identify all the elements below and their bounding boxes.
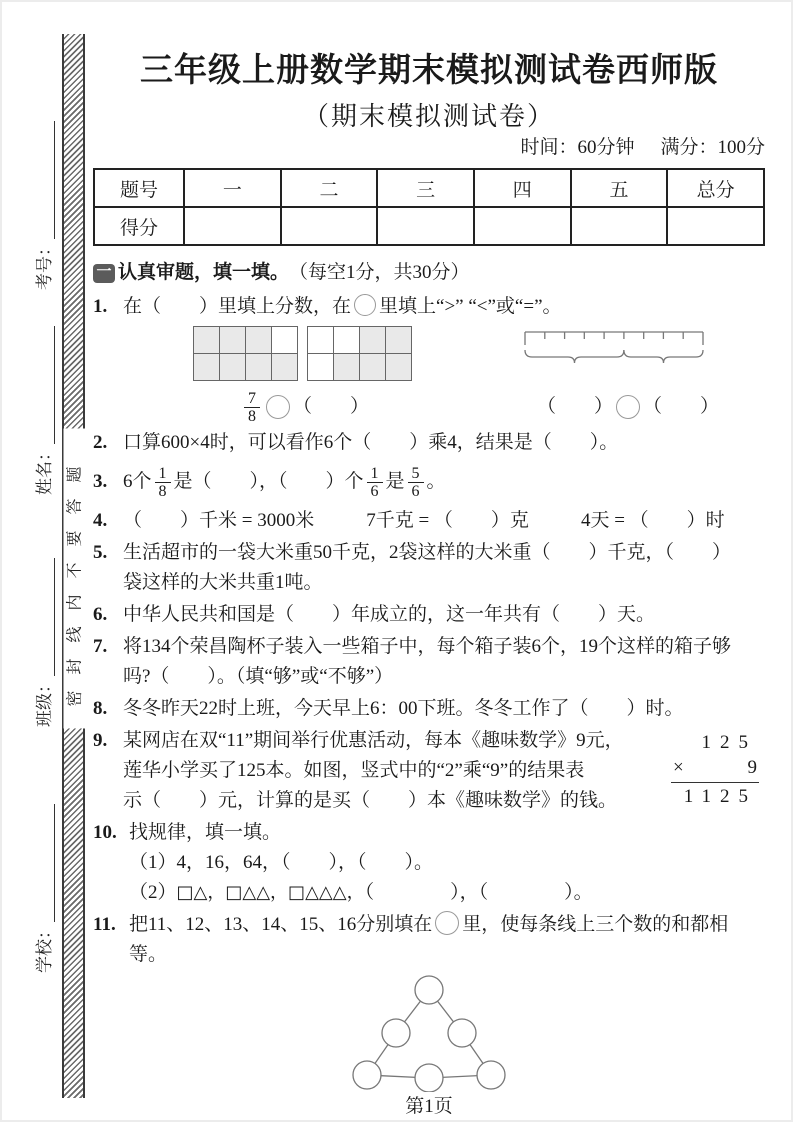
question-2 (93, 428, 765, 458)
grid-cell-shaded (246, 327, 272, 354)
fraction-one-eighth: $\frac{1}{8}$ (155, 465, 171, 500)
answer-blank: （ ） (293, 396, 370, 417)
question-1-answer-row (123, 388, 765, 426)
question-number: 11. (93, 914, 116, 935)
grid-cell-shaded (220, 354, 246, 381)
question-5-line1: 生活超市的一袋大米重50千克，2袋这样的大米重（ ）千克，（ ） (123, 542, 732, 563)
question-11 (93, 910, 765, 970)
page-subtitle: （期末模拟测试卷） (302, 102, 555, 131)
full-score: 满分：100分 (660, 137, 765, 158)
score-blank-cell (184, 207, 281, 245)
question-10 (93, 818, 765, 908)
answer-blank: （ ） (642, 396, 719, 417)
student-name-label: 姓名： (35, 444, 54, 495)
grid-cell-shaded (334, 354, 360, 381)
score-blank-cell (667, 207, 764, 245)
field-class (31, 517, 55, 727)
score-table-cell: 二 (281, 169, 378, 207)
compare-circle-icon (354, 294, 376, 316)
score-table-score-row (94, 207, 764, 245)
question-11-post: 里，使每条线上三个数的和都相等。 (129, 914, 729, 965)
question-6 (93, 600, 765, 630)
question-9-line1: 某网店在双“11”期间举行优惠活动，每本《趣味数学》9元， (123, 730, 624, 751)
sub2-blanks: （ ），（ ）。 (364, 882, 593, 903)
fraction-grid-2 (307, 326, 412, 381)
square-triangle-pattern: □△，□△△，□△△△， (176, 882, 365, 903)
question-number: 10. (93, 822, 117, 843)
seal-line-strip (62, 34, 85, 1098)
question-number: 9. (93, 730, 108, 751)
grid-cell-shaded (360, 327, 386, 354)
grid-cell-empty (308, 327, 334, 354)
student-name-blank-line (38, 326, 55, 444)
question-3-text (123, 460, 765, 504)
score-table-cell: 五 (571, 169, 668, 207)
question-number: 7. (93, 636, 108, 657)
question-number: 6. (93, 604, 108, 625)
question-3-pre: 6个 (123, 471, 152, 492)
grid-cell-shaded (246, 354, 272, 381)
question-3-end: 。 (426, 471, 446, 492)
question-3 (93, 460, 765, 504)
grid-cell-shaded (360, 354, 386, 381)
question-9-line3: 示（ ）元，计算的是买（ ）本《趣味数学》的钱。 (123, 790, 618, 811)
question-3-mid: 是（ ），（ ）个 (173, 471, 364, 492)
class-label: 班级： (35, 676, 54, 727)
score-table-cell: 总分 (667, 169, 764, 207)
section-points-note: （每空1分，共30分） (289, 262, 470, 283)
grid-cell-empty (272, 327, 298, 354)
question-number: 5. (93, 542, 108, 563)
question-number: 2. (93, 432, 108, 453)
question-number: 4. (93, 510, 108, 531)
number-line-svg (521, 326, 707, 372)
vertical-multiplication-figure (671, 730, 759, 811)
score-table-header-row (94, 169, 764, 207)
question-11-text (129, 910, 765, 970)
fraction-one-sixth: $\frac{1}{6}$ (367, 465, 383, 500)
number-line-figure (521, 326, 707, 382)
score-table-cell: 题号 (94, 169, 184, 207)
fraction-grid-1 (193, 326, 298, 381)
unit-conversion-km: （ ）千米 = 3000米 (123, 510, 315, 531)
question-number: 8. (93, 698, 108, 719)
score-table-cell: 得分 (94, 207, 184, 245)
question-8 (93, 694, 765, 724)
question-10-title: 找规律，填一填。 (129, 822, 282, 843)
field-school (31, 763, 55, 973)
fraction-five-sixths: $\frac{5}{6}$ (408, 465, 424, 500)
question-4 (93, 506, 765, 536)
question-7 (93, 632, 765, 692)
grid-cell-shaded (220, 327, 246, 354)
score-table-cell: 一 (184, 169, 281, 207)
class-blank-line (38, 558, 55, 676)
score-blank-cell (571, 207, 668, 245)
question-1-text (123, 292, 765, 322)
question-1 (93, 292, 765, 426)
question-3-mid2: 是 (385, 471, 405, 492)
page-title: 三年级上册数学期末模拟测试卷西师版 (140, 53, 718, 89)
question-4-text (123, 506, 765, 536)
triangle-circles-figure (93, 974, 765, 1094)
question-10-sub1: （1）4，16，64，（ ），（ ）。 (129, 852, 434, 873)
question-1-figures (123, 326, 765, 388)
multiplier: 9 (747, 757, 757, 778)
question-10-sub2 (129, 878, 765, 908)
section-title: 认真审题，填一填。 (118, 262, 290, 283)
exam-number-label: 考号： (35, 239, 54, 290)
question-1-text-pre: 在（ ）里填上分数，在 (123, 296, 352, 317)
fill-circle-icon (435, 911, 459, 935)
product: 1125 (683, 786, 757, 807)
multiplier-row (671, 756, 759, 783)
grid-cell-empty (308, 354, 334, 381)
section-one-header (93, 258, 765, 288)
seal-line-text: 密封线内不要答题 (64, 429, 87, 729)
answer-blank: （ ） (536, 396, 613, 417)
time-limit: 时间：60分钟 (520, 137, 635, 158)
question-number: 1. (93, 296, 108, 317)
compare-circle-icon (616, 395, 640, 419)
field-exam-number (31, 80, 55, 290)
question-5 (93, 538, 765, 598)
unit-conversion-kg: 7千克 = （ ）克 (366, 510, 529, 531)
exam-info-line (93, 136, 765, 160)
sub2-label: （2） (129, 882, 177, 903)
question-5-line2: 袋这样的大米共重1吨。 (123, 572, 323, 593)
score-table (93, 168, 765, 246)
question-2-text: 口算600×4时，可以看作6个（ ）乘4，结果是（ ）。 (123, 432, 619, 453)
score-table-cell: 四 (474, 169, 571, 207)
question-7-line2: 吗?（ ）。（填“够”或“不够”） (123, 666, 394, 687)
grid-cell-shaded (194, 327, 220, 354)
question-9 (93, 726, 765, 816)
grid-cell-empty (334, 327, 360, 354)
section-number-icon: 一 (93, 264, 115, 283)
multiply-sign: × (673, 757, 684, 778)
school-blank-line (38, 804, 55, 922)
score-blank-cell (377, 207, 474, 245)
grid-cell-shaded (386, 354, 412, 381)
main-content (93, 0, 765, 1120)
question-6-text: 中华人民共和国是（ ）年成立的，这一年共有（ ）天。 (123, 604, 656, 625)
score-blank-cell (474, 207, 571, 245)
compare-circle-icon (266, 395, 290, 419)
multiplicand: 125 (701, 732, 757, 753)
question-1-text-post: 里填上“>” “<”或“=”。 (379, 296, 562, 317)
question-11-pre: 把11、12、13、14、15、16分别填在 (129, 914, 433, 935)
exam-number-blank-line (38, 121, 55, 239)
unit-conversion-day: 4天 = （ ）时 (580, 510, 725, 531)
school-label: 学校： (35, 922, 54, 973)
fraction-seven-eighths: $\frac{7}{8}$ (244, 390, 260, 425)
field-student-name (31, 285, 55, 495)
score-table-cell: 三 (377, 169, 474, 207)
question-8-text: 冬冬昨天22时上班，今天早上6：00下班。冬冬工作了（ ）时。 (123, 698, 684, 719)
grid-cell-shaded (194, 354, 220, 381)
question-number: 3. (93, 471, 108, 492)
question-7-line1: 将134个荣昌陶杯子装入一些箱子中，每个箱子装6个，19个这样的箱子够 (123, 636, 732, 657)
grid-cell-shaded (272, 354, 298, 381)
grid-cell-shaded (386, 327, 412, 354)
page-number: 第1页 (405, 1096, 453, 1117)
triangle-circles-svg (350, 974, 508, 1092)
question-9-line2: 莲华小学买了125本。如图，竖式中的“2”乘“9”的结果表 (123, 760, 585, 781)
score-blank-cell (281, 207, 378, 245)
